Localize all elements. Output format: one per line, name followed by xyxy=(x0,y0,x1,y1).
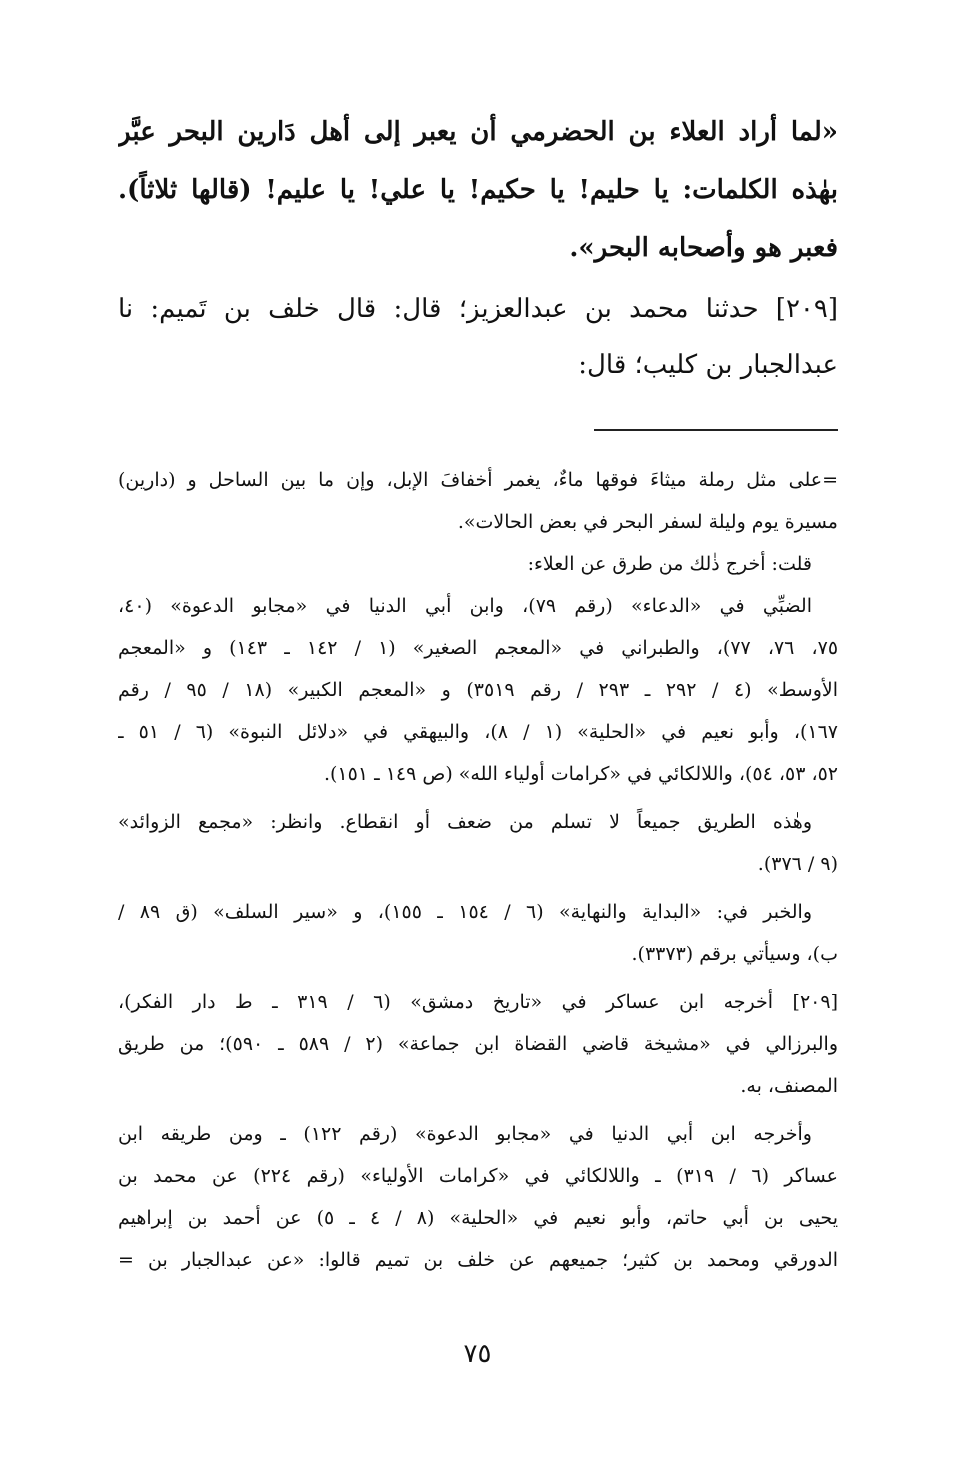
footnote-line: ٥٢، ٥٣، ٥٤)، واللالكائي في «كرامات أولياء الله» (ص ١٤٩ ـ ١٥١). xyxy=(323,763,838,785)
footnote-line: =على مثل رملة ميثاءَ فوقها ماءٌ، يغمر أخفافَ الإبل، وإن ما بين الساحل و (دارين) xyxy=(118,469,838,491)
footnote-separator xyxy=(594,429,838,431)
footnote-line: ١٦٧)، وأبو نعيم في «الحلية» (١ / ٨)، والبيهقي في «دلائل النبوة» (٦ / ٥١ ـ xyxy=(118,721,838,743)
footnote-line: يحيى بن أبي حاتم، وأبو نعيم في «الحلية» (٨ / ٤ ـ ٥) عن أحمد بن إبراهيم xyxy=(118,1207,838,1229)
footnote-line: وأخرجه ابن أبي الدنيا في «مجابو الدعوة» (رقم ١٢٢) ـ ومن طريقه ابن xyxy=(118,1123,812,1145)
footnote-line: ٧٥، ٧٦، ٧٧)، والطبراني في «المعجم الصغير» (١ / ١٤٢ ـ ١٤٣) و «المعجم xyxy=(118,637,838,659)
footnote-line: وهٰذه الطريق جميعاً لا تسلم من ضعف أو انقطاع. وانظر: «مجمع الزوائد» xyxy=(118,811,812,833)
hadith-line: عبدالجبار بن كليب؛ قال: xyxy=(578,350,838,380)
hadith-line: [٢٠٩] حدثنا محمد بن عبدالعزيز؛ قال: قال خلف بن تَميم: نا xyxy=(118,294,838,324)
quote-line: فعبر هو وأصحابه البحر». xyxy=(569,233,838,263)
footnote-line: (٩ / ٣٧٦). xyxy=(757,853,838,875)
footnote-line: مسيرة يوم وليلة لسفر البحر في بعض الحالات». xyxy=(457,511,838,533)
footnote-line: ب)، وسيأتي برقم (٣٣٧٣). xyxy=(631,943,838,965)
footnote-line: المصنف، به. xyxy=(740,1075,838,1097)
footnote-line: والبرزالي في «مشيخة قاضي القضاة ابن جماعة» (٢ / ٥٨٩ ـ ٥٩٠)؛ من طريق xyxy=(118,1033,838,1055)
quote-line: «لما أراد العلاء بن الحضرمي أن يعبر إلى أهل دَارين البحر عبَّر xyxy=(118,117,838,147)
footnote-line: الأوسط» (٤ / ٢٩٢ ـ ٢٩٣ / رقم ٣٥١٩) و «المعجم الكبير» (١٨ / ٩٥ / رقم xyxy=(118,679,838,701)
footnote-line: الضبِّي في «الدعاء» (رقم ٧٩)، وابن أبي الدنيا في «مجابو الدعوة» (٤٠، xyxy=(118,595,812,617)
footnote-line: الدورقي ومحمد بن كثير؛ جميعهم عن خلف بن تميم قالوا: «عن عبدالجبار بن = xyxy=(118,1249,838,1271)
footnote-line: عساكر (٦ / ٣١٩) ـ واللالكائي في «كرامات الأولياء» (رقم ٢٢٤) عن محمد بن xyxy=(118,1165,838,1187)
footnote-line: قلت: أخرج ذٰلك من طرق عن العلاء: xyxy=(527,553,812,575)
quote-line: بهٰذه الكلمات: يا حليم! يا حكيم! يا علي! يا عليم! (قالها ثلاثاً). xyxy=(118,175,838,205)
footnote-line: والخبر في: «البداية والنهاية» (٦ / ١٥٤ ـ ١٥٥)، و «سير السلف» (ق ٨٩ / xyxy=(118,901,812,923)
page-number: ٧٥ xyxy=(463,1339,492,1369)
footnote-line: [٢٠٩] أخرجه ابن عساكر في «تاريخ دمشق» (٦ / ٣١٩ ـ ط دار الفكر)، xyxy=(118,991,838,1013)
